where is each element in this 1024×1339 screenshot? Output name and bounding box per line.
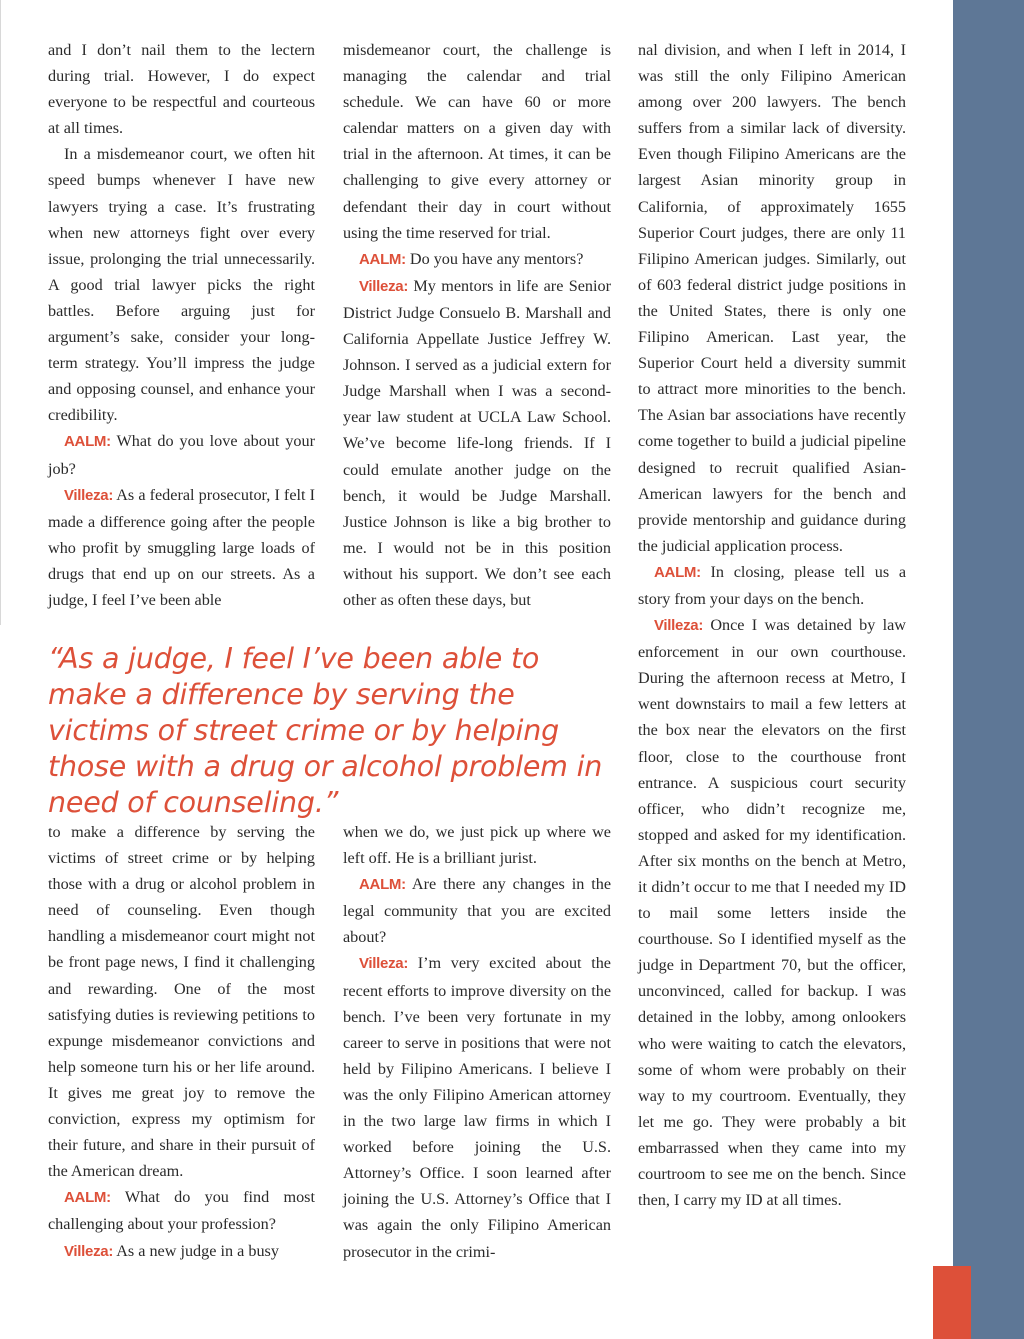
page-sidebar-band bbox=[953, 0, 1024, 1339]
speaker-label-villeza: Villeza: bbox=[359, 277, 409, 295]
question bbox=[48, 1184, 315, 1237]
paragraph: to make a difference by serving the victims of street crime or by helping those with a drug or alcohol problem in need of counseling. Even though handling a misdemeanor court might not be front page news, I find it challenging and rewarding. One of the most satisfying duties is reviewing petitions to expunge misdemeanor convictions and help someone turn his or her life around. It gives me great joy to remove the conviction, express my optimism for their future, and share in their pursuit of the American dream. bbox=[48, 823, 315, 1181]
speaker-label-villeza: Villeza: bbox=[64, 1242, 114, 1260]
speaker-label-aalm: AALM: bbox=[654, 563, 701, 581]
paragraph: and I don’t nail them to the lectern during trial. However, I do expect everyone to be respectful and courteous at all times. bbox=[48, 41, 315, 138]
answer-text: As a federal prosecutor, I felt I made a difference going after the people who profit by smuggling large loads of drugs that end up on our streets. As a judge, I feel I’ve been able bbox=[48, 485, 315, 609]
answer-text: Once I was detained by law enforcement in our own courthouse. During the afternoon recess at Metro, I went downstairs to mail a few letters at the box near the elevators on the first floor, close to the courthouse front entrance. A suspicious court security officer, who didn’t recognize me, stopped and asked for my identification. After six months on the bench at Metro, it didn’t occur to me that I needed my ID to mail some letters inside the courthouse. So I identified myself as the judge in Department 70, but the officer, unconvinced, called for backup. I was detained in the lobby, among onlookers who were waiting to catch the elevators, some of whom were probably on their way to my courtroom. Eventually, they let me go. They were probably a bit embarrassed when they came into my courtroom to see me on the bench. Since then, I carry my ID at all times. bbox=[638, 616, 907, 1210]
question-text: Are there any changes in the legal community that you are excited about? bbox=[343, 875, 612, 947]
speaker-label-villeza: Villeza: bbox=[64, 486, 114, 504]
answer-text: My mentors in life are Senior District Judge Consuelo B. Marshall and California Appellate Justice Jeffrey W. Johnson. I served as a judicial extern for Judge Marshall when I was a second-year law student at UCLA Law School. We’ve become life-long friends. If I could emulate another judge on the bench, it would be Judge Marshall. Justice Johnson is like a big brother to me. I would not be in this position without his support. We don’t see each other as often these days, but bbox=[343, 276, 611, 609]
pull-quote: “As a judge, I feel I’ve been able to make a difference by serving the victims of street crime or by helping those with a drug or alcohol problem in need of counseling.” bbox=[48, 642, 603, 819]
column-3 bbox=[638, 37, 906, 1213]
speaker-label-villeza: Villeza: bbox=[654, 617, 704, 635]
speaker-label-aalm: AALM: bbox=[359, 876, 406, 894]
answer bbox=[48, 482, 315, 613]
question-text: What do you find most challenging about your profession? bbox=[48, 1188, 315, 1234]
answer-text: As a new judge in a busy bbox=[116, 1241, 279, 1260]
question bbox=[343, 246, 611, 273]
page-corner-tab bbox=[933, 1266, 971, 1339]
speaker-label-aalm: AALM: bbox=[64, 1189, 111, 1207]
question bbox=[48, 428, 315, 481]
speaker-label-aalm: AALM: bbox=[359, 250, 406, 268]
question-text: Do you have any mentors? bbox=[409, 249, 584, 268]
answer bbox=[343, 950, 611, 1264]
answer-text: I’m very excited about the recent efforts to improve diversity on the bench. I’ve been very fortunate in my career to serve in positions that were not held by Filipino Americans. I believe I was the only Filipino American attorney in the two large law firms in which I worked before joining the U.S. Attorney’s Office. I soon learned after joining the U.S. Attorney’s Office that I was again the only Filipino American prosecutor in the crimi- bbox=[343, 954, 611, 1261]
answer bbox=[638, 612, 906, 1213]
column-2-top bbox=[343, 37, 611, 613]
column-1-bottom bbox=[48, 819, 315, 1265]
paragraph: misdemeanor court, the challenge is managing the calendar and trial schedule. We can have 60 or more calendar matters on a given day with trial in the afternoon. At times, it can be challenging to give every attorney or defendant their day in court without using the time reserved for trial. bbox=[343, 41, 611, 242]
column-2-bottom bbox=[343, 819, 611, 1265]
answer bbox=[48, 1238, 315, 1265]
paragraph: when we do, we just pick up where we left off. He is a brilliant jurist. bbox=[343, 823, 611, 868]
speaker-label-aalm: AALM: bbox=[64, 433, 111, 451]
question bbox=[343, 871, 611, 950]
paragraph: nal division, and when I left in 2014, I was still the only Filipino American among over 200 lawyers. The bench suffers from a similar lack of diversity. Even though Filipino Americans are the largest Asian minority group in California, of approximately 1655 Superior Court judges, there are only 11 Filipino American judges. Similarly, out of 603 federal district judge positions in the United States, there is only one Filipino American. Last year, the Superior Court held a diversity summit to attract more minorities to the bench. The Asian bar associations have recently come together to build a judicial pipeline designed to recruit qualified Asian-American lawyers for the bench and provide mentorship and guidance during the judicial application process. bbox=[638, 41, 906, 555]
question-text: What do you love about your job? bbox=[48, 432, 315, 478]
question-text: In closing, please tell us a story from your days on the bench. bbox=[638, 562, 906, 608]
question bbox=[638, 559, 906, 612]
speaker-label-villeza: Villeza: bbox=[359, 955, 409, 973]
answer bbox=[343, 273, 611, 613]
column-1-top bbox=[48, 37, 315, 613]
paragraph: In a misdemeanor court, we often hit speed bumps whenever I have new lawyers trying a case. It’s frustrating when new attorneys fight over every issue, prolonging the trial unnecessarily. A good trial lawyer picks the right battles. Before arguing just for argument’s sake, consider your long-term strategy. You’ll impress the judge and opposing counsel, and enhance your credibility. bbox=[48, 145, 315, 425]
left-rule-divider bbox=[0, 0, 1, 625]
